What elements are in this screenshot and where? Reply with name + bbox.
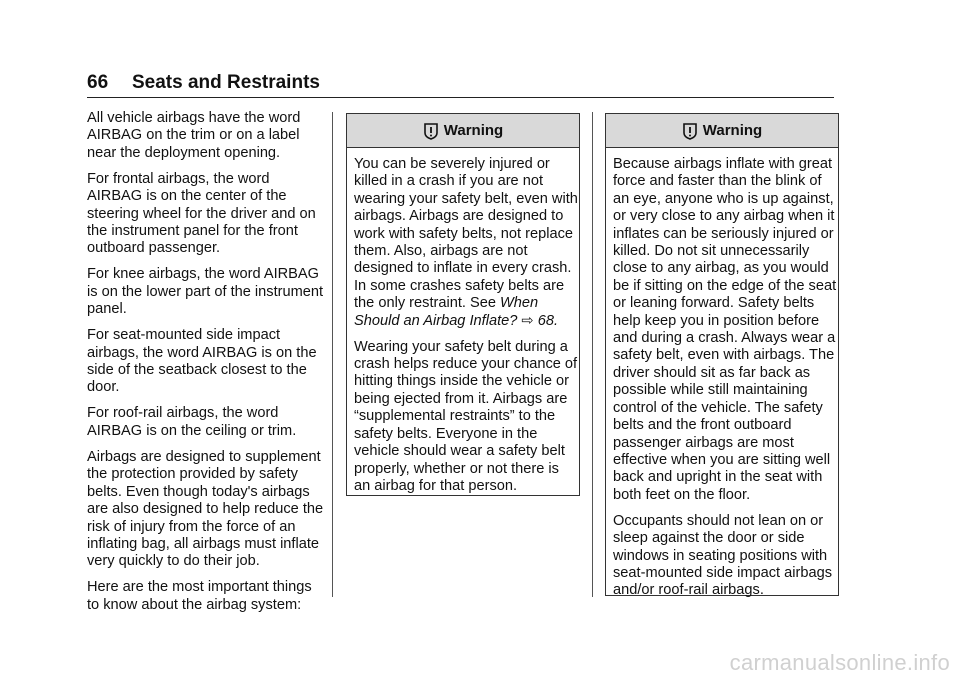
warning-header — [347, 114, 579, 148]
warning-body — [347, 148, 579, 495]
page-header — [87, 70, 834, 100]
page-number: 66 — [87, 72, 109, 93]
warning-paragraph: Occupants should not lean on or sleep against the door or side windows in seating positions with seat-mounted side impact airbags and/or roof-rail airbags. — [613, 512, 833, 599]
paragraph: For frontal airbags, the word AIRBAG is on the center of the steering wheel for the driver and on the instrument panel for the front outboard passenger. — [87, 170, 316, 257]
warning-paragraph — [354, 156, 579, 330]
page-ref: 68. — [537, 312, 559, 329]
watermark: carmanualsonline.info — [729, 650, 950, 675]
section-title: Seats and Restraints — [132, 72, 320, 93]
warning-box-1 — [346, 113, 580, 496]
paragraph: For roof-rail airbags, the word AIRBAG is on the ceiling or trim. — [87, 405, 297, 439]
header-divider — [87, 97, 834, 98]
warning-body — [606, 148, 838, 600]
warning-box-2 — [605, 113, 839, 599]
warning-icon — [423, 122, 439, 140]
column-divider — [592, 112, 593, 597]
left-column — [87, 110, 325, 623]
warning-icon — [682, 122, 698, 140]
warning-header — [606, 114, 838, 148]
warning-paragraph: Because airbags inflate with great force and faster than the blink of an eye, anyone who is up against, or very close to any airbag when it inflates can be seriously injured or killed. Do not sit unnecessarily close to any airbag, as you would be if sitting on the edge of the seat or leaning forward. Safety belts help keep you in position before and during a crash. Always wear a safety belt, even with airbags. The driver should sit as far back as possible while still maintaining control of the vehicle. The safety belts and the front outboard passenger airbags are most effective when you are sitting well back and upright in the seat with both feet on the floor. — [613, 156, 837, 503]
cross-reference: When Should an Airbag Inflate? — [354, 295, 539, 329]
paragraph: For seat-mounted side impact airbags, the word AIRBAG is on the side of the seatback closest to the door. — [87, 327, 317, 396]
column-divider — [332, 112, 333, 597]
warning-text: You can be severely injured or killed in a crash if you are not wearing your safety belt, even with airbags. Airbags are designed to work with safety belts, not replace them. Also, airbags are not designed to inflate in every crash. In some crashes safety belts are the only restraint. See — [354, 156, 578, 312]
warning-title: Warning — [443, 122, 504, 139]
warning-title: Warning — [702, 122, 763, 139]
warning-paragraph: Wearing your safety belt during a crash helps reduce your chance of hitting things inside the vehicle or being ejected from it. Airbags are “supplemental restraints” to the safety belts. Everyone in the vehicle should wear a safety belt properly, whether or not there is an airbag for that person. — [354, 338, 578, 494]
paragraph: For knee airbags, the word AIRBAG is on the lower part of the instrument panel. — [87, 266, 324, 318]
paragraph: All vehicle airbags have the word AIRBAG on the trim or on a label near the deployment opening. — [87, 110, 301, 161]
paragraph: Airbags are designed to supplement the protection provided by safety belts. Even though today's airbags are also designed to help reduce the risk of injury from the force of an inflating bag, all airbags must inflate very quickly to do their job. — [87, 448, 324, 570]
page-ref-arrow-icon: ⇨ — [521, 312, 534, 329]
paragraph: Here are the most important things to know about the airbag system: — [87, 579, 312, 613]
